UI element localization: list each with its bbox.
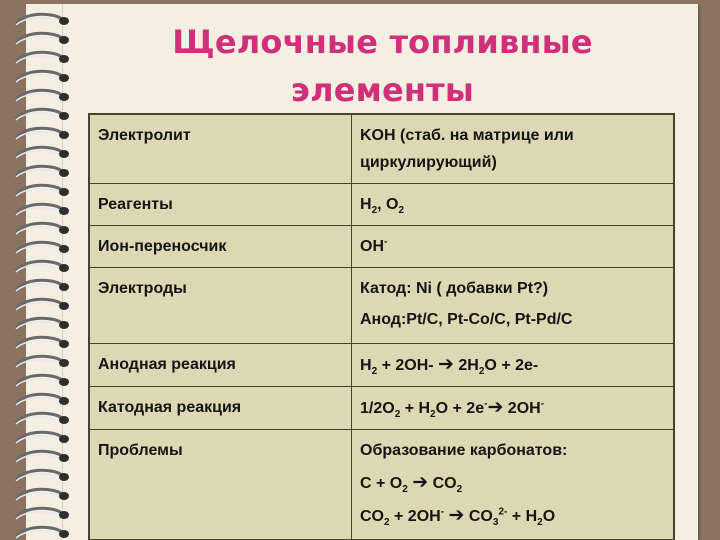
formula-part: O + 2e bbox=[435, 400, 485, 417]
formula-part: CO bbox=[464, 508, 493, 525]
arrow-right-icon: ➔ bbox=[438, 354, 454, 375]
title-line-2: элементы bbox=[290, 71, 475, 109]
row-key: Катодная реакция bbox=[90, 387, 352, 430]
row-key: Электролит bbox=[90, 115, 352, 184]
formula-subscript: 2 bbox=[394, 409, 401, 421]
row-key: Ион-переносчик bbox=[90, 226, 352, 268]
formula-subscript: 3 bbox=[492, 517, 499, 529]
formula-part: O + 2e- bbox=[484, 357, 539, 374]
table-row-problems bbox=[90, 430, 674, 540]
row-value: KOH (стаб. на матрице или циркулирующий) bbox=[352, 115, 674, 184]
formula-part: CO bbox=[360, 508, 384, 525]
formula-part: O bbox=[386, 196, 399, 213]
formula-part: 1/2O bbox=[360, 400, 395, 417]
formula-superscript: - bbox=[484, 398, 488, 410]
formula-subscript: 2 bbox=[430, 409, 436, 421]
table-row-anodic-reaction bbox=[90, 344, 674, 387]
formula-subscript: 2 bbox=[398, 205, 405, 217]
formula-part: CO bbox=[428, 475, 457, 492]
table-row-cathodic-reaction bbox=[90, 387, 674, 430]
formula-superscript: - bbox=[540, 398, 545, 410]
title-line-1: Щелочные топливные bbox=[172, 23, 593, 61]
formula-part: , bbox=[377, 196, 387, 213]
cathode-text: Катод: Ni ( добавки Pt?) bbox=[360, 280, 549, 297]
formula-superscript: - bbox=[384, 236, 388, 248]
table-row-ion-carrier bbox=[90, 226, 674, 268]
arrow-right-icon: ➔ bbox=[448, 505, 465, 526]
row-value bbox=[352, 344, 674, 387]
formula-part: 2OH bbox=[503, 400, 541, 417]
formula-subscript: 2 bbox=[537, 517, 543, 529]
formula-superscript: - bbox=[440, 506, 445, 518]
arrow-right-icon: ➔ bbox=[487, 397, 504, 418]
spiral-binding-icon bbox=[4, 10, 74, 540]
formula-subscript: 2 bbox=[402, 484, 408, 496]
arrow-right-icon: ➔ bbox=[412, 472, 429, 493]
formula-subscript: 2 bbox=[371, 366, 378, 378]
carbonate-equation-1 bbox=[360, 469, 665, 497]
formula-subscript: 2 bbox=[478, 366, 485, 378]
row-value bbox=[352, 430, 674, 540]
table-row-electrodes bbox=[90, 268, 674, 344]
row-value bbox=[352, 184, 674, 226]
formula-subscript: 2 bbox=[456, 484, 463, 496]
problems-heading: Образование карбонатов: bbox=[360, 442, 568, 459]
page-title bbox=[90, 18, 675, 114]
formula-part: O bbox=[542, 508, 556, 525]
formula-part: + H bbox=[400, 400, 431, 417]
formula-part: + 2OH- bbox=[377, 357, 439, 374]
formula-part: OH bbox=[360, 238, 384, 255]
carbonate-equation-2 bbox=[360, 502, 665, 530]
row-value bbox=[352, 226, 674, 268]
row-key: Реагенты bbox=[90, 184, 352, 226]
anode-text: Анод:Pt/C, Pt-Co/C, Pt-Pd/C bbox=[360, 311, 573, 328]
table-row-reagents bbox=[90, 184, 674, 226]
formula-part: + H bbox=[507, 508, 538, 525]
properties-table bbox=[88, 113, 675, 540]
formula-part: C + O bbox=[360, 475, 403, 492]
table-row-electrolyte bbox=[90, 115, 674, 184]
row-key: Электроды bbox=[90, 268, 352, 344]
formula-part: H bbox=[360, 357, 372, 374]
row-key: Проблемы bbox=[90, 430, 352, 540]
row-key: Анодная реакция bbox=[90, 344, 352, 387]
formula-part: 2H bbox=[453, 357, 479, 374]
formula-part: H bbox=[360, 196, 372, 213]
formula-superscript: 2- bbox=[498, 506, 508, 518]
row-value bbox=[352, 268, 674, 344]
row-value bbox=[352, 387, 674, 430]
formula-subscript: 2 bbox=[384, 517, 390, 529]
formula-part: + 2OH bbox=[389, 508, 441, 525]
formula-subscript: 2 bbox=[371, 205, 378, 217]
